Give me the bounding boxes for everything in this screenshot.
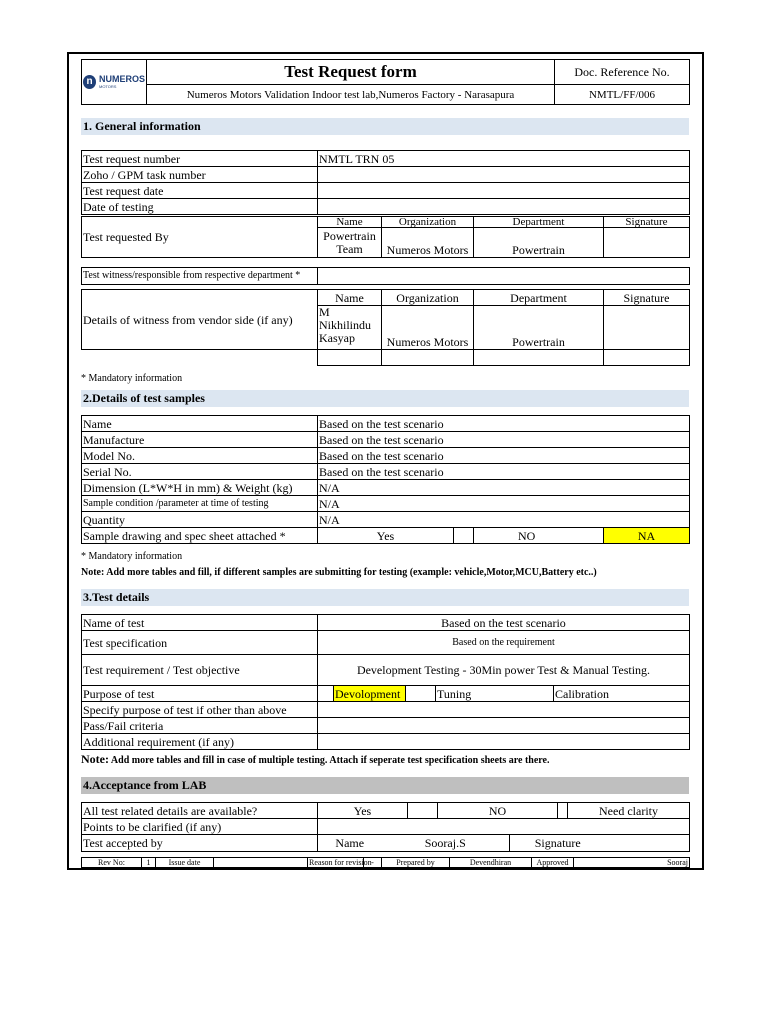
samples-table	[81, 415, 690, 528]
section-samples-heading: 2.Details of test samples	[81, 390, 689, 407]
accepted-signature-label: Signature	[510, 835, 606, 852]
vendor-witness-name-field[interactable]: M Nikhilindu Kasyap	[318, 306, 382, 350]
mandatory-note: * Mandatory information	[81, 551, 183, 562]
col-signature-header: Signature	[604, 290, 690, 306]
mandatory-note: * Mandatory information	[81, 373, 183, 384]
sample-label: Model No.	[82, 448, 318, 464]
sample-label: Dimension (L*W*H in mm) & Weight (kg)	[82, 480, 318, 496]
available-yes-option[interactable]: Yes	[318, 803, 408, 819]
vendor-witness-table	[81, 289, 690, 366]
purpose-label: Purpose of test	[82, 686, 318, 702]
purpose-tuning-option[interactable]: Tuning	[436, 686, 554, 702]
vendor-extra-signature-field[interactable]	[604, 350, 690, 366]
revision-footer-table	[81, 857, 690, 868]
test-label: Test specification	[82, 631, 318, 655]
section-general-heading: 1. General information	[81, 118, 689, 135]
clarify-label: Points to be clarified (if any)	[82, 819, 318, 835]
witness-label: Test witness/responsible from respective department *	[82, 268, 318, 285]
available-clarity-option[interactable]: Need clarity	[568, 803, 690, 819]
col-department-header: Department	[474, 290, 604, 306]
prepared-by-value: Devendhiran	[450, 858, 532, 868]
test-request-date-field[interactable]	[318, 183, 690, 199]
purpose-calibration-option[interactable]: Calibration	[554, 686, 690, 702]
sample-manufacture-field[interactable]: Based on the test scenario	[318, 432, 690, 448]
sample-name-field[interactable]: Based on the test scenario	[318, 416, 690, 432]
test-label: Name of test	[82, 615, 318, 631]
sample-condition-field[interactable]: N/A	[318, 496, 690, 512]
form-title: Test Request form	[147, 60, 555, 85]
sample-quantity-field[interactable]: N/A	[318, 512, 690, 528]
note-text: Add more tables and fill in case of multiple testing. Attach if seperate test specification sheets are there.	[108, 755, 550, 766]
header-table	[81, 59, 690, 105]
requested-by-org-field[interactable]: Numeros Motors	[382, 228, 474, 258]
witness-field[interactable]	[318, 268, 690, 285]
test-label: Pass/Fail criteria	[82, 718, 318, 734]
test-label: Test requirement / Test objective	[82, 655, 318, 686]
test-specification-field[interactable]: Based on the requirement	[318, 631, 690, 655]
section-test-details-heading: 3.Test details	[81, 589, 689, 606]
prepared-by-label: Prepared by	[382, 858, 450, 868]
form-subtitle: Numeros Motors Validation Indoor test lab,Numeros Factory - Narasapura	[147, 85, 555, 105]
test-request-number-field[interactable]: NMTL TRN 05	[318, 151, 690, 167]
requested-by-table	[81, 216, 690, 258]
drawing-attached-table	[81, 527, 690, 544]
requested-by-dept-field[interactable]: Powertrain	[474, 228, 604, 258]
logo-cell	[82, 60, 147, 105]
name-of-test-field[interactable]: Based on the test scenario	[318, 615, 690, 631]
purpose-spacer	[318, 686, 334, 702]
purpose-development-option[interactable]: Devolopment	[334, 686, 406, 702]
general-label: Zoho / GPM task number	[82, 167, 318, 183]
section-acceptance-heading: 4.Acceptance from LAB	[81, 777, 689, 794]
clarify-table	[81, 818, 690, 835]
accepted-name-label: Name	[318, 835, 382, 852]
drawing-yes-box[interactable]	[454, 528, 474, 544]
note-prefix: Note:	[81, 752, 109, 766]
col-name-header: Name	[318, 217, 382, 228]
rev-no-label: Rev No:	[82, 858, 142, 868]
blank-cell	[82, 350, 318, 366]
col-department-header: Department	[474, 217, 604, 228]
available-no-option[interactable]: NO	[438, 803, 558, 819]
revision-reason-label: Reason for revision	[309, 858, 372, 867]
date-of-testing-field[interactable]	[318, 199, 690, 215]
sample-dimension-field[interactable]: N/A	[318, 480, 690, 496]
vendor-witness-label: Details of witness from vendor side (if any)	[82, 290, 318, 350]
available-label: All test related details are available?	[82, 803, 318, 819]
test-details-table	[81, 614, 690, 686]
drawing-yes-option[interactable]: Yes	[318, 528, 454, 544]
rev-no-value: 1	[142, 858, 156, 868]
numeros-logo-icon: n	[83, 75, 96, 89]
general-label: Test request date	[82, 183, 318, 199]
additional-requirement-field[interactable]	[318, 734, 690, 750]
accepted-name-field[interactable]: Sooraj.S	[382, 835, 510, 852]
witness-table	[81, 267, 690, 285]
general-label: Test request number	[82, 151, 318, 167]
vendor-witness-signature-field[interactable]	[604, 306, 690, 350]
general-info-table	[81, 150, 690, 215]
requested-by-name-field[interactable]: Powertrain Team	[318, 228, 382, 258]
general-label: Date of testing	[82, 199, 318, 215]
purpose-table	[81, 685, 690, 702]
sample-model-field[interactable]: Based on the test scenario	[318, 448, 690, 464]
acceptance-table	[81, 802, 690, 819]
test-details-note	[81, 753, 549, 767]
available-no-box[interactable]	[558, 803, 568, 819]
vendor-extra-dept-field[interactable]	[474, 350, 604, 366]
vendor-extra-name-field[interactable]	[318, 350, 382, 366]
other-purpose-field[interactable]	[318, 702, 690, 718]
drawing-attached-label: Sample drawing and spec sheet attached *	[82, 528, 318, 544]
test-label: Additional requirement (if any)	[82, 734, 318, 750]
drawing-no-option[interactable]: NO	[474, 528, 604, 544]
logo-subtext: MOTORS	[98, 84, 117, 89]
sample-serial-field[interactable]: Based on the test scenario	[318, 464, 690, 480]
accepted-by-label: Test accepted by	[82, 835, 318, 852]
requested-by-signature-field[interactable]	[604, 228, 690, 258]
sample-label: Name	[82, 416, 318, 432]
test-requirement-field[interactable]: Development Testing - 30Min power Test & Manual Testing.	[318, 655, 690, 686]
zoho-task-number-field[interactable]	[318, 167, 690, 183]
sample-label: Sample condition /parameter at time of testing	[82, 496, 318, 512]
doc-reference-label: Doc. Reference No.	[555, 60, 690, 85]
issue-date-value	[214, 858, 308, 868]
col-name-header: Name	[318, 290, 382, 306]
drawing-na-option[interactable]: NA	[604, 528, 690, 544]
available-yes-box[interactable]	[408, 803, 438, 819]
requested-by-label: Test requested By	[82, 217, 318, 258]
accepted-by-table	[81, 834, 690, 852]
vendor-extra-org-field[interactable]	[382, 350, 474, 366]
sample-label: Manufacture	[82, 432, 318, 448]
col-signature-header: Signature	[604, 217, 690, 228]
pass-fail-field[interactable]	[318, 718, 690, 734]
col-organization-header: Organization	[382, 217, 474, 228]
revision-reason-value: -	[364, 858, 382, 868]
approved-value: Sooraj	[574, 858, 690, 868]
col-organization-header: Organization	[382, 290, 474, 306]
approved-label: Approved	[532, 858, 574, 868]
clarify-field[interactable]	[318, 819, 690, 835]
test-details-table-2	[81, 701, 690, 750]
test-label: Specify purpose of test if other than above	[82, 702, 318, 718]
logo-text: NUMEROS	[98, 74, 145, 84]
vendor-witness-dept-field[interactable]: Powertrain	[474, 306, 604, 350]
sample-label: Quantity	[82, 512, 318, 528]
accepted-signature-field[interactable]	[606, 835, 690, 852]
doc-reference-value: NMTL/FF/006	[555, 85, 690, 105]
form-sheet	[67, 52, 704, 870]
sample-label: Serial No.	[82, 464, 318, 480]
vendor-witness-org-field[interactable]: Numeros Motors	[382, 306, 474, 350]
samples-note: Note: Add more tables and fill, if different samples are submitting for testing (example: vehicle,Motor,MCU,Battery etc..)	[81, 567, 597, 578]
issue-date-label: Issue date	[156, 858, 214, 868]
purpose-spacer	[406, 686, 436, 702]
